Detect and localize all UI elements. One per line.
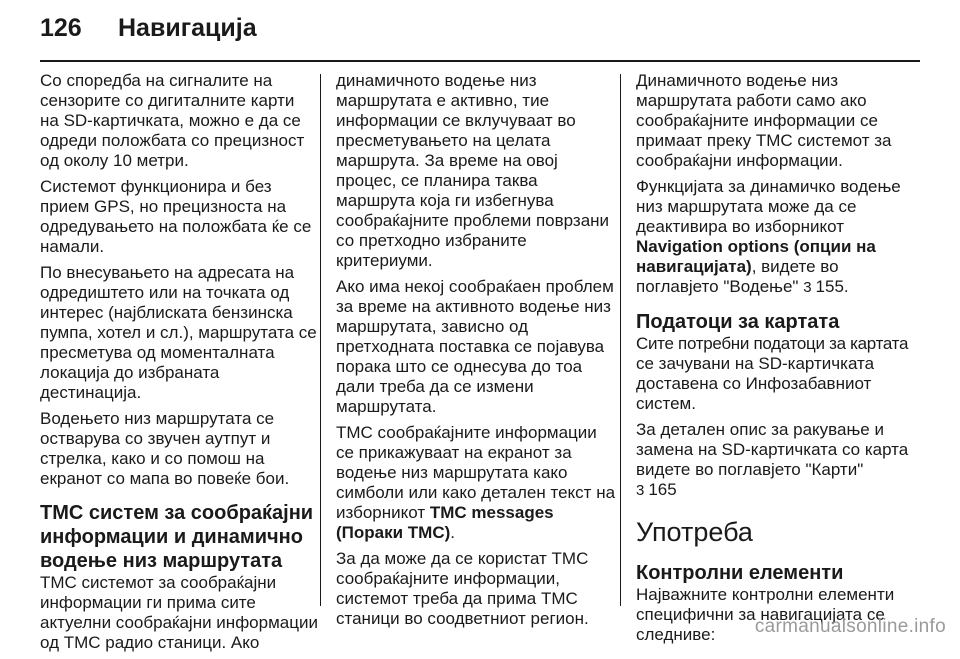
paragraph-tmc-display: TMC сообраќајните информации се прикажуваат на екранот за водење низ маршрутата како симболи или како детален текст на изборникот TMC messages (Пораки TMC). [336, 423, 616, 542]
heading-usage: Употреба [636, 517, 753, 547]
paragraph-map-comparison: Со споредба на сигналите на сензорите со дигиталните карти на SD-картичката, можно е да се одреди положбата со прецизност од околу 10 метри. [40, 71, 305, 170]
page-title: Навигација [118, 14, 257, 42]
paragraph-dynamic-guidance: динамичното водење низ маршрутата е активно, тие информации се вклучуваат во пресметувањето на целата маршрута. За време на овој процес, се планира таква маршрута која ги избегнува сообраќајните проблеми поврзани со претходно избраните критериуми. [336, 71, 610, 270]
column-2 [336, 71, 616, 635]
paragraph-map-data: Сите потребни податоци за картата се зачувани на SD-картичката доставена со Инфозабавниот систем. [636, 334, 909, 413]
watermark: carmanualsonline.info [754, 616, 946, 637]
paragraph-control-elements: Најважните контролни елементи специфични за навигацијата се следниве: [636, 585, 895, 644]
column-divider-1 [320, 74, 321, 606]
page-reference-number: 155. [815, 277, 849, 296]
paragraph-sd-card: За детален опис за ракување и замена на SD-картичката со карта видете во поглавјето "Карти" 3 165 [636, 420, 909, 499]
heading-map-data: Податоци за картата [636, 311, 840, 333]
paragraph-guidance-output: Водењето низ маршрутата се остварува со звучен аутпут и стрелка, како и со помош на екранот со мапа во повеќе бои. [40, 409, 290, 488]
paragraph-tmc-reception: За да може да се користат TMC сообраќајните информации, системот треба да прима TMC станици во соодветниот регион. [336, 549, 589, 628]
heading-control-elements: Контролни елементи [636, 562, 844, 584]
column-3 [636, 71, 924, 651]
paragraph-tmc-intro: TMC системот за сообраќајни информации ги прима сите актуелни сообраќајни информации од TMC радио станици. Ако [40, 573, 318, 652]
heading-tmc-system: TMC систем за сообраќајни информации и динамично водење низ маршрутата [40, 502, 314, 572]
menu-name-navigation-options-cont: навигацијата) [636, 257, 752, 276]
paragraph-deactivate: Функцијата за динамичко водење низ маршрутата може да се деактивира во изборникот Navigation options (опции на навигацијата), видете во поглавјето "Водење" 3 155. [636, 177, 924, 298]
menu-name-tmc-messages: TMC messages [429, 503, 554, 522]
page-reference-icon: 3 [803, 279, 812, 296]
paragraph-route-calculation: По внесувањето на адресата на одредиштето или на точката од интерес (најблиската бензинска пумпа, хотел и сл.), маршрутата се пресметува од моменталната локација до избраната дестинација. [40, 263, 317, 402]
menu-name-navigation-options: Navigation options (опции на [636, 237, 876, 256]
menu-name-tmc-messages-translation: (Пораки TMC) [336, 523, 451, 542]
header-rule [40, 60, 920, 62]
column-1 [40, 71, 318, 659]
column-divider-2 [620, 74, 621, 606]
paragraph-traffic-problem: Ако има некој сообраќаен проблем за време на активното водење низ маршрутата, зависно од претходната поставка се појавува порака што се однесува до тоа дали треба да се измени маршрутата. [336, 277, 614, 416]
paragraph-dynamic-only: Динамичното водење низ маршрутата работи само ако сообраќајните информации се примаат преку TMC системот за сообраќајни информации. [636, 71, 892, 170]
page-number: 126 [40, 14, 82, 42]
page-reference-number: 165 [648, 480, 677, 499]
page-reference-icon: 3 [636, 482, 645, 499]
paragraph-no-gps: Системот функционира и без прием GPS, но прецизноста на одредувањето на положбата ќе се намали. [40, 177, 312, 256]
page-header [40, 14, 257, 54]
